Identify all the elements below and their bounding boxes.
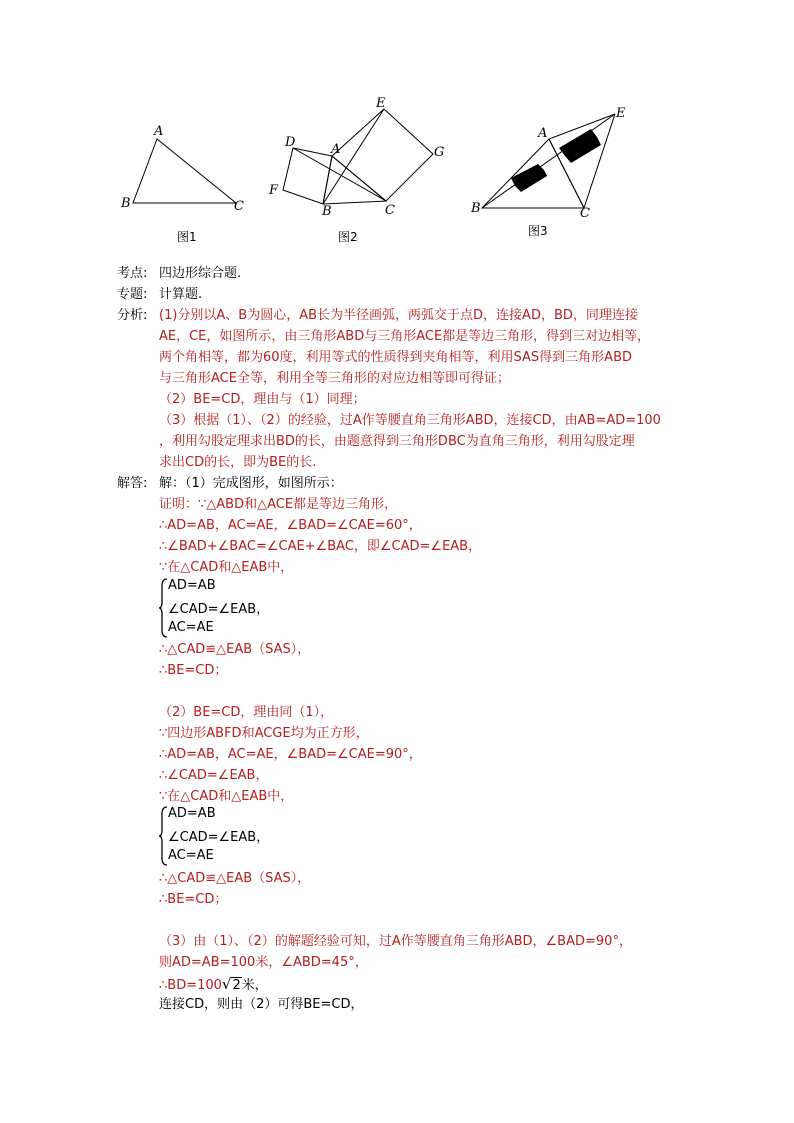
fenxi-label: 分析:	[117, 308, 148, 323]
fenxi-line-7: ，利用勾股定理求出BD的长，由题意得到三角形DBC为直角三角形，利用勾股定理	[159, 434, 635, 449]
fenxi-line-5: （2）BE=CD，理由与（1）同理；	[159, 392, 366, 407]
bd-suffix: 米，	[241, 978, 268, 993]
system1-eq-3: AC=AE	[168, 620, 214, 635]
fenxi-line-1: (1)分别以A、B为圆心，AB长为半径画弧，两弧交于点D，连接AD，BD，同理连接	[159, 308, 638, 323]
fig3-block-large	[559, 129, 601, 163]
figure-2-drawing	[268, 98, 458, 220]
zhuanti-label: 专题:	[117, 287, 148, 302]
bd-prefix: ∴BD=100	[159, 978, 222, 993]
fenxi-line-6: （3）根据（1）、（2）的经验，过A作等腰直角三角形ABD，连接CD，由AB=AD=100	[159, 413, 661, 428]
proof1-line-2: ∴AD=AB，AC=AE，∠BAD=∠CAE=60°，	[159, 518, 422, 533]
fig2-label-b: B	[322, 204, 332, 219]
proof2-line-4: ∴∠CAD=∠EAB，	[159, 768, 269, 783]
proof3-line-2: 则AD=AB=100米，∠ABD=45°，	[159, 955, 368, 970]
fig3-block-small	[511, 164, 547, 192]
proof2-line-5: ∵在△CAD和△EAB中，	[159, 789, 294, 804]
proof3-last-line: 连接CD，则由（2）可得BE=CD，	[159, 997, 364, 1012]
sqrt-expression	[222, 974, 242, 996]
fenxi-line-4: 与三角形ACE全等，利用全等三角形的对应边相等即可得证；	[159, 371, 510, 386]
fig2-label-g: G	[434, 145, 445, 160]
proof2-line-3: ∴AD=AB，AC=AE，∠BAD=∠CAE=90°，	[159, 747, 422, 762]
fig2-label-f: F	[269, 183, 279, 198]
sqrt-radicand: 2	[232, 978, 241, 993]
proof2-line-2: ∵四边形ABFD和ACGE均为正方形，	[159, 726, 369, 741]
system2-eq-2: ∠CAD=∠EAB，	[168, 830, 270, 845]
fig2-label-e: E	[376, 96, 386, 111]
proof1-line-3: ∴∠BAD+∠BAC=∠CAE+∠BAC，即∠CAD=∠EAB，	[159, 539, 482, 554]
system1-eq-2: ∠CAD=∠EAB，	[168, 602, 270, 617]
fenxi-line-2: AE，CE，如图所示，由三角形ABD与三角形ACE都是等边三角形，得到三对边相等，	[159, 329, 651, 344]
proof2-conclusion: ∴BE=CD；	[159, 892, 228, 907]
kaodian-line	[117, 264, 241, 284]
system2-eq-3: AC=AE	[168, 848, 214, 863]
proof3-line-1: （3）由（1）、（2）的解题经验可知，过A作等腰直角三角形ABD，∠BAD=90°，	[159, 934, 632, 949]
kaodian-text: 四边形综合题.	[159, 266, 242, 281]
fig3-label-a: A	[538, 126, 548, 141]
jieda-label: 解答:	[117, 476, 148, 491]
figure-3	[466, 104, 636, 219]
figure-2	[268, 98, 458, 220]
fig2-label-a: A	[331, 142, 341, 157]
figure-2-caption: 图2	[338, 230, 358, 244]
proof2-line-1: （2）BE=CD，理由同（1），	[159, 705, 334, 720]
figure-1-caption: 图1	[177, 230, 197, 244]
proof1-conclusion: ∴BE=CD；	[159, 663, 228, 678]
proof3-bd-line	[159, 974, 268, 996]
fig3-label-e: E	[616, 106, 626, 121]
proof1-line-4: ∵在△CAD和△EAB中，	[159, 560, 294, 575]
fig2-label-d: D	[285, 135, 296, 150]
fig3-label-b: B	[471, 201, 481, 216]
fenxi-line-8: 求出CD的长，即为BE的长.	[159, 455, 317, 470]
fig1-label-c: C	[234, 199, 244, 214]
proof1-line-1: 证明：∵△ABD和△ACE都是等边三角形，	[159, 497, 398, 512]
figure-1	[118, 120, 258, 220]
fenxi-line-3: 两个角相等，都为60度，利用等式的性质得到夹角相等，利用SAS得到三角形ABD	[159, 350, 633, 365]
figure-1-drawing	[118, 120, 258, 220]
system2-eq-1: AD=AB	[168, 806, 216, 821]
figure-3-drawing	[466, 104, 636, 219]
zhuanti-line	[117, 285, 202, 305]
zhuanti-text: 计算题.	[159, 287, 203, 302]
fig1-label-b: B	[121, 196, 131, 211]
sqrt-icon: √	[221, 975, 232, 993]
jieda-first-line: 解：（1）完成图形，如图所示：	[159, 476, 343, 491]
system1-eq-1: AD=AB	[168, 578, 216, 593]
proof2-congruent: ∴△CAD≌△EAB（SAS），	[159, 871, 311, 886]
fig3-label-c: C	[580, 206, 590, 221]
fig2-label-c: C	[385, 203, 395, 218]
kaodian-label: 考点:	[117, 266, 148, 281]
figure-3-caption: 图3	[528, 224, 548, 238]
fig1-label-a: A	[154, 124, 164, 139]
proof1-congruent: ∴△CAD≌△EAB（SAS），	[159, 642, 311, 657]
